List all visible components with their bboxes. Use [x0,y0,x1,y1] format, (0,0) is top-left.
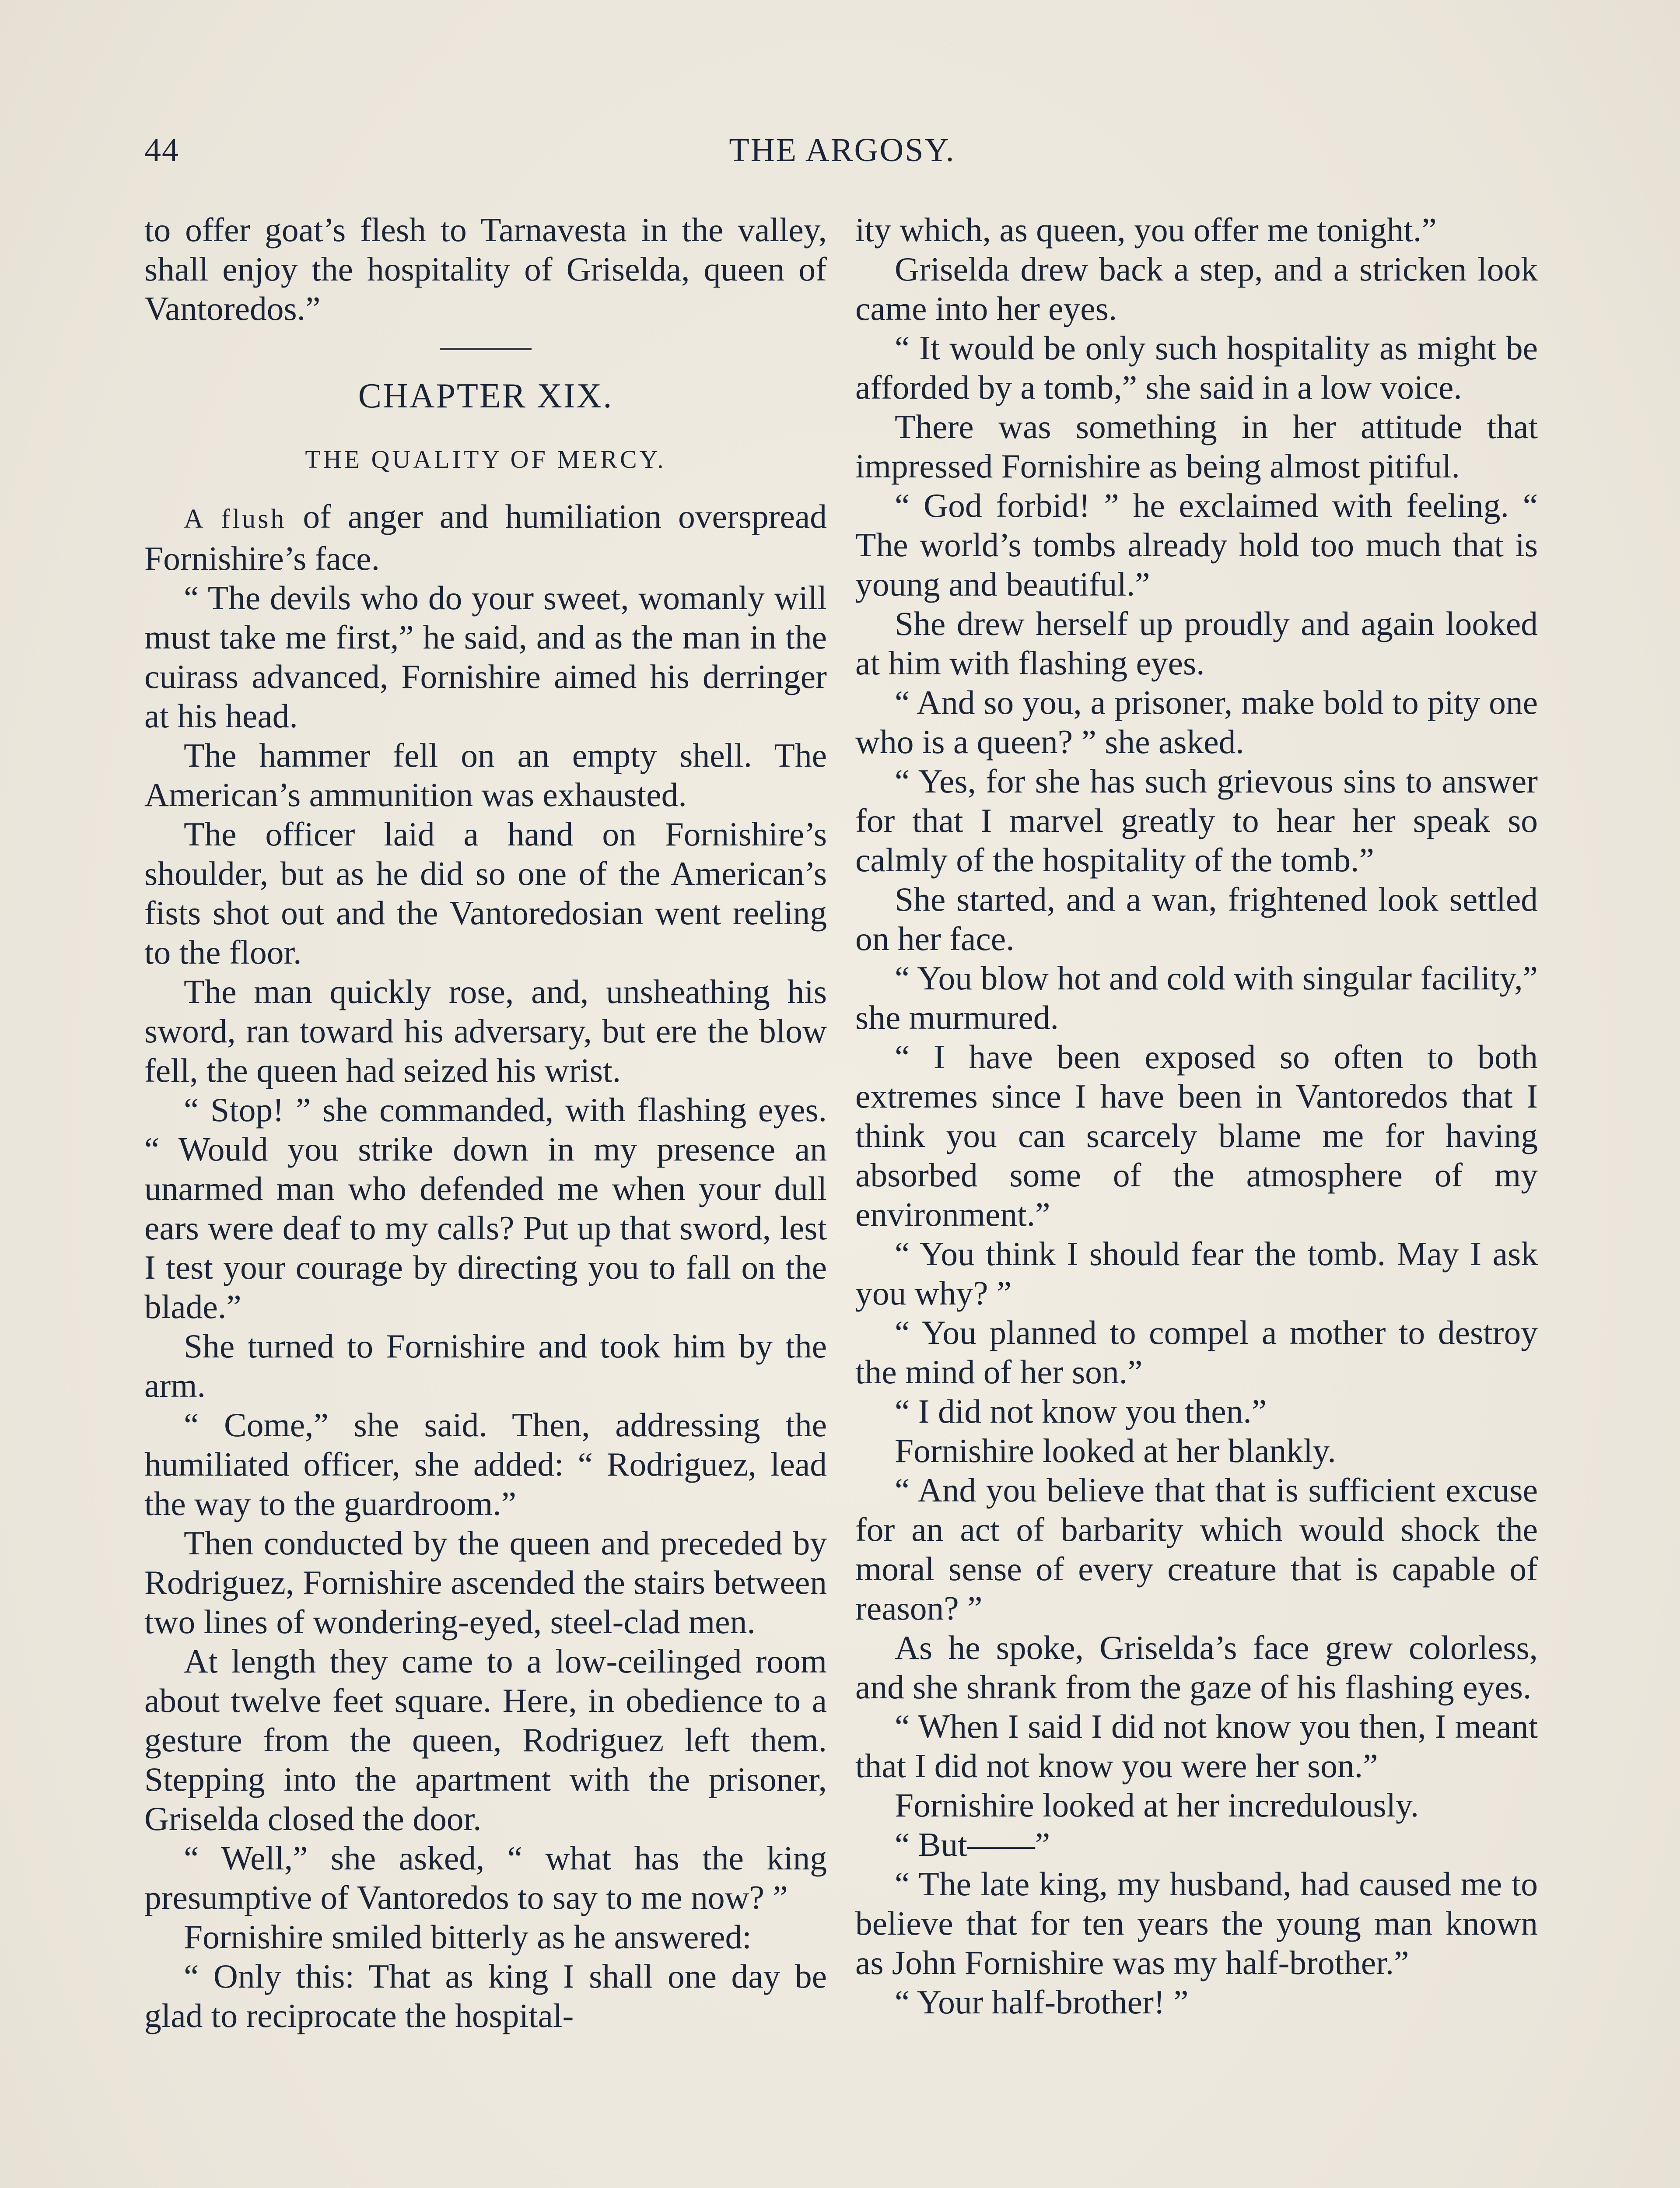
paragraph: Fornishire looked at her incredulously. [895,1786,1419,1824]
paragraph: Griselda drew back a step, and a stricken look came into her eyes. [855,250,1538,327]
page-number: 44 [144,132,179,168]
paragraph: “ But——” [895,1826,1050,1863]
right-column [855,210,1538,2022]
paragraph-text: of anger and humiliation overspread Fornishire’s face. [144,498,827,577]
paragraph: ity which, as queen, you offer me tonight.” [855,211,1437,249]
paragraph: “ I have been exposed so often to both extremes since I have been in Vantoredos that I think you can scarcely blame me for having absorbed some of the atmosphere of my environment.” [855,1038,1538,1233]
paragraph: “ You think I should fear the tomb. May I ask you why? ” [855,1235,1538,1312]
paragraph: “ Come,” she said. Then, addressing the humiliated officer, she added: “ Rodriguez, lead the way to the guardroom.” [144,1406,827,1522]
paragraph: “ You blow hot and cold with singular facility,” she murmured. [855,959,1538,1036]
paragraph: There was something in her attitude that impressed Fornishire as being almost pitiful. [855,408,1538,485]
paragraph: She started, and a wan, frightened look settled on her face. [855,880,1538,957]
chapter-title: THE QUALITY OF MERCY. [305,445,666,473]
paragraph: “ Well,” she asked, “ what has the king presumptive of Vantoredos to say to me now? ” [144,1839,827,1916]
running-head [144,131,1540,179]
paragraph: As he spoke, Griselda’s face grew colorless, and she shrank from the gaze of his flashing eyes. [855,1629,1538,1706]
paragraph: “ Your half-brother! ” [895,1983,1189,2021]
paragraph: The man quickly rose, and, unsheathing his sword, ran toward his adversary, but ere the blow fell, the queen had seized his wrist. [144,973,827,1089]
paragraph: Fornishire smiled bitterly as he answered: [184,1918,752,1956]
paragraph: “ The late king, my husband, had caused me to believe that for ten years the young man known as John Fornishire was my half-brother.” [855,1865,1538,1981]
paragraph: “ Stop! ” she commanded, with flashing eyes. “ Would you strike down in my presence an unarmed man who defended me when your dull ears were deaf to my calls? Put up that sword, lest I test your courage by directing you to fall on the blade.” [144,1091,827,1325]
paragraph: “ I did not know you then.” [895,1392,1267,1430]
paragraph: “ You planned to compel a mother to destroy the mind of her son.” [855,1314,1538,1391]
left-column [144,210,827,2035]
paragraph: The hammer fell on an empty shell. The American’s ammunition was exhausted. [144,736,827,813]
paragraph: “ The devils who do your sweet, womanly will must take me first,” he said, and as the man in the cuirass advanced, Fornishire aimed his derringer at his head. [144,579,827,735]
chapter-number: CHAPTER XIX. [358,377,613,415]
paragraph: to offer goat’s flesh to Tarnavesta in the valley, shall enjoy the hospitality of Griselda, queen of Vantoredos.” [144,211,827,327]
paragraph: “ Yes, for she has such grievous sins to answer for that I marvel greatly to hear her speak so calmly of the hospitality of the tomb.” [855,762,1538,879]
magazine-title: THE ARGOSY. [729,132,956,168]
paragraph: “ God forbid! ” he exclaimed with feeling. “ The world’s tombs already hold too much that is young and beautiful.” [855,487,1538,603]
paragraph: The officer laid a hand on Fornishire’s shoulder, but as he did so one of the American’s fists shot out and the Vantoredosian went reeling to the floor. [144,815,827,971]
paragraph: “ And so you, a prisoner, make bold to pity one who is a queen? ” she asked. [855,684,1538,761]
paragraph [144,497,827,578]
paragraph: At length they came to a low-ceilinged room about twelve feet square. Here, in obedience to a gesture from the queen, Rodriguez left them. Stepping into the apartment with the prisoner, Griselda closed the door. [144,1642,827,1837]
paragraph: She drew herself up proudly and again looked at him with flashing eyes. [855,605,1538,682]
paragraph: Fornishire looked at her blankly. [895,1432,1336,1469]
paragraph: Then conducted by the queen and preceded by Rodriguez, Fornishire ascended the stairs between two lines of wondering-eyed, steel-clad men. [144,1524,827,1641]
paragraph: “ Only this: That as king I shall one day be glad to reciprocate the hospital- [144,1957,827,2034]
paragraph: “ When I said I did not know you then, I meant that I did not know you were her son.” [855,1708,1538,1785]
paragraph: She turned to Fornishire and took him by the arm. [144,1327,827,1404]
paragraph: “ It would be only such hospitality as might be afforded by a tomb,” she said in a low voice. [855,329,1538,406]
section-divider [440,348,532,350]
chapter-opening-words: A flush [184,504,287,534]
paragraph: “ And you believe that that is sufficient excuse for an act of barbarity which would shock the moral sense of every creature that is capable of reason? ” [855,1471,1538,1627]
